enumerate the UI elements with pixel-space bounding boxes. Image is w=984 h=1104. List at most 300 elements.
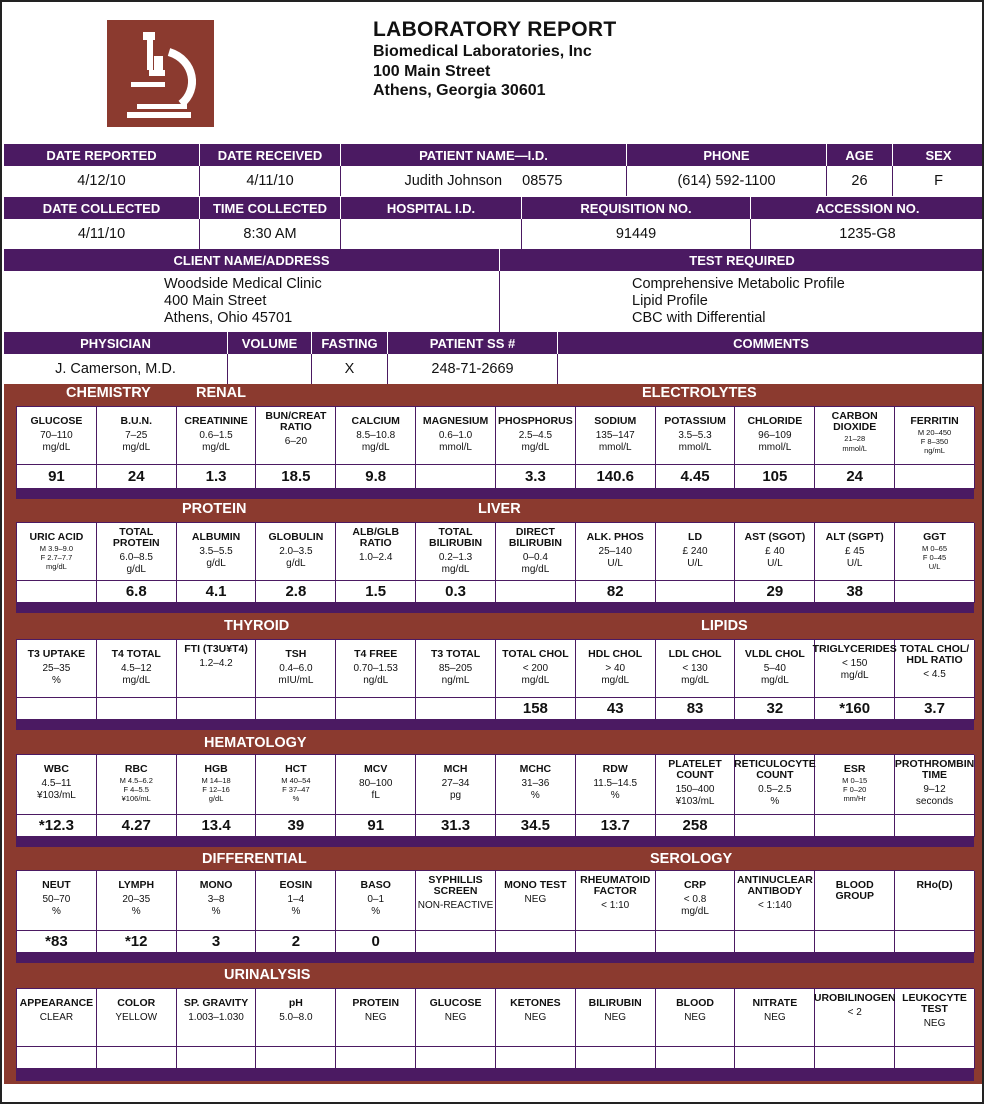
reference-range: 2.0–3.5 (279, 546, 313, 557)
unit: mg/dL (521, 675, 550, 686)
info-label: TEST REQUIRED (689, 252, 795, 268)
test-name: TOTAL PROTEIN (112, 526, 160, 549)
unit: % (610, 790, 620, 801)
test-grid (16, 639, 974, 730)
section-chemistry (4, 384, 984, 500)
unit: ¥103/mL (36, 790, 76, 801)
test-bun-creat-ratio (256, 407, 336, 465)
test-antinuclear-antibody (735, 871, 815, 931)
test-name: EOSIN (279, 879, 313, 891)
result-albumin: 4.1 (177, 581, 257, 603)
reference-range: < 2 (847, 1007, 862, 1018)
result-mchc: 34.5 (496, 815, 576, 837)
test-ph (256, 989, 336, 1047)
test-name: MCV (364, 763, 388, 775)
reference-range: 4.5–11 (41, 778, 72, 789)
reference-range: > 40 (605, 663, 626, 674)
unit: mg/dL (521, 564, 550, 575)
reference-range: 0.4–6.0 (279, 663, 313, 674)
report-title: LABORATORY REPORT (373, 18, 617, 41)
result-carbon-dioxide: 24 (815, 465, 895, 489)
test-name: B.U.N. (120, 415, 152, 427)
test-ketones (496, 989, 576, 1047)
test-name: RETICULOCYTE COUNT (734, 758, 816, 781)
reference-range: 85–205 (438, 663, 473, 674)
info-label: HOSPITAL I.D. (341, 197, 522, 219)
result-wbc: *12.3 (17, 815, 97, 837)
reference-range: 0.6–1.5 (199, 430, 233, 441)
hospital-id (341, 219, 522, 249)
test-required-line: CBC with Differential (632, 310, 766, 326)
company-city: Athens, Georgia 30601 (373, 82, 546, 99)
reference-range: 8.5–10.8 (356, 430, 396, 441)
info-label: DATE RECEIVED (200, 144, 341, 166)
test-name-row (17, 989, 974, 1047)
patient-sex: F (934, 173, 943, 189)
test-appearance (17, 989, 97, 1047)
test-name: LDL CHOL (668, 648, 722, 660)
test-required-line: Comprehensive Metabolic Profile (632, 276, 845, 292)
test-lymph (97, 871, 177, 931)
result-rheumatoid-factor (576, 931, 656, 953)
test-name: BLOOD GROUP (835, 879, 874, 902)
test-name: BUN/CREAT RATIO (265, 410, 327, 433)
test-result-row (17, 1047, 974, 1069)
test-name: TRIGLYCERIDES (812, 643, 897, 655)
test-ferritin (895, 407, 975, 465)
test-name: TOTAL CHOL (502, 648, 569, 660)
result-crp (656, 931, 736, 953)
result-ldl-chol: 83 (656, 698, 736, 720)
reference-range: 0.2–1.3 (438, 552, 473, 563)
time-collected: 8:30 AM (200, 219, 341, 249)
unit: g/dL (208, 794, 224, 803)
reference-range: 3.5–5.5 (199, 546, 233, 557)
result-globulin: 2.8 (256, 581, 336, 603)
reference-range: < 4.5 (923, 669, 946, 680)
requisition-no: 91449 (522, 219, 751, 249)
patient-ss: 248-71-2669 (388, 354, 558, 384)
result-hct: 39 (256, 815, 336, 837)
reference-range: M 0–65 F 0–45 (922, 544, 948, 562)
reference-range: 5–40 (763, 663, 786, 674)
test-required-line: Lipid Profile (632, 293, 708, 309)
test-name: POTASSIUM (664, 415, 726, 427)
date-collected: 4/11/10 (4, 219, 200, 249)
unit: fL (371, 790, 380, 801)
reference-range: 0.70–1.53 (353, 663, 398, 674)
reference-range: 0.5–2.5 (758, 784, 792, 795)
unit: mg/dL (760, 675, 789, 686)
test-name: NITRATE (752, 997, 798, 1009)
unit: mm/Hr (843, 794, 866, 803)
unit: mg/dL (202, 442, 230, 453)
test-total-protein (97, 523, 177, 581)
reference-range: CLEAR (39, 1012, 74, 1023)
result-sp-gravity (177, 1047, 257, 1069)
reference-range: £ 240 (682, 546, 708, 557)
result-syphillis-screen (416, 931, 496, 953)
reference-range: 5.0–8.0 (279, 1012, 313, 1023)
test-name: MAGNESIUM (422, 415, 489, 427)
test-urobilinogen (815, 989, 895, 1047)
result-direct-bilirubin (496, 581, 576, 603)
test-name: KETONES (510, 997, 561, 1009)
reference-range: < 1:10 (601, 900, 630, 911)
reference-range: 31–36 (521, 778, 550, 789)
reference-range: NON-REACTIVE (417, 900, 494, 911)
patient-name-id: Judith Johnson 08575 (341, 166, 627, 196)
test-t3-uptake (17, 640, 97, 698)
test-grid (16, 988, 974, 1081)
test-bilirubin (576, 989, 656, 1047)
reference-range: 25–35 (42, 663, 71, 674)
reference-range: 50–70 (42, 894, 71, 905)
test-carbon-dioxide (815, 407, 895, 465)
result-mono: 3 (177, 931, 257, 953)
reference-range: 3.5–5.3 (678, 430, 712, 441)
unit: U/L (928, 562, 941, 571)
company-street: 100 Main Street (373, 62, 491, 80)
test-grid (16, 754, 974, 847)
test-name: MONO (199, 879, 233, 891)
test-name: ESR (843, 763, 866, 775)
reference-range: 1.2–4.2 (199, 658, 233, 669)
section-footer-bar (17, 1069, 974, 1081)
unit: % (131, 906, 141, 917)
info-label: FASTING (312, 332, 388, 354)
result-platelet-count: 258 (656, 815, 736, 837)
reference-range: NEG (764, 1012, 786, 1023)
test-vldl-chol (735, 640, 815, 698)
test-grid (16, 870, 974, 963)
client-line: 400 Main Street (164, 293, 267, 309)
test-name: BILIRUBIN (588, 997, 642, 1009)
unit: g/dL (286, 558, 306, 569)
test-name-row (17, 407, 974, 465)
reference-range: YELLOW (115, 1012, 158, 1023)
tests-required (500, 271, 984, 332)
info-label: PHONE (627, 144, 827, 166)
test-t4-total (97, 640, 177, 698)
test-hdl-chol (576, 640, 656, 698)
test-t4-free (336, 640, 416, 698)
section-label-electrolytes: ELECTROLYTES (642, 385, 757, 401)
test-mono (177, 871, 257, 931)
unit: mmol/L (598, 442, 632, 453)
unit: mg/dL (42, 442, 71, 453)
test-magnesium (416, 407, 496, 465)
result-leukocyte-test (895, 1047, 975, 1069)
reference-range: < 1:140 (758, 900, 792, 911)
test-name: WBC (43, 763, 69, 775)
result-alt-sgpt: 38 (815, 581, 895, 603)
reference-range: 0.6–1.0 (438, 430, 473, 441)
info-label: PHYSICIAN (4, 332, 228, 354)
reference-range: M 4.5–6.2 F 4–5.5 (119, 776, 153, 794)
unit: ¥106/mL (121, 794, 151, 803)
reference-range: 20–35 (122, 894, 151, 905)
reference-range: 25–140 (598, 546, 632, 557)
unit: mmol/L (842, 443, 867, 453)
test-name: MONO TEST (504, 879, 567, 891)
result-vldl-chol: 32 (735, 698, 815, 720)
info-label: COMMENTS (733, 335, 809, 351)
test-name: COLOR (117, 997, 156, 1009)
reference-range: 135–147 (595, 430, 635, 441)
test-name: SP. GRAVITY (183, 997, 249, 1009)
result-protein (336, 1047, 416, 1069)
result-glucose: 91 (17, 465, 97, 489)
result-baso: 0 (336, 931, 416, 953)
section-label-chemistry: CHEMISTRY (66, 385, 151, 401)
reference-range: 1–4 (287, 894, 305, 905)
test-grid (16, 522, 974, 613)
unit: U/L (846, 558, 863, 569)
unit: mg/dL (521, 442, 550, 453)
result-prothrombin-time (895, 815, 975, 837)
result-blood (656, 1047, 736, 1069)
test-result-row (17, 465, 974, 489)
info-label: CLIENT NAME/ADDRESS (4, 249, 500, 271)
test-ld (656, 523, 736, 581)
result-hdl-chol: 43 (576, 698, 656, 720)
test-name: FERRITIN (910, 415, 959, 427)
test-name: PHOSPHORUS (498, 415, 573, 427)
section-label-protein: PROTEIN (182, 501, 247, 517)
test-name: GLOBULIN (268, 531, 324, 543)
unit: mmol/L (678, 442, 712, 453)
result-fti-t3u-t4 (177, 698, 257, 720)
reference-range: 2.5–4.5 (518, 430, 553, 441)
info-row-3 (4, 249, 984, 332)
unit: mg/dL (601, 675, 630, 686)
test-name: ANTINUCLEAR ANTIBODY (736, 874, 813, 897)
section-hematology (4, 734, 984, 850)
unit: mg/dL (681, 906, 709, 917)
result-b-u-n: 24 (97, 465, 177, 489)
test-name: TOTAL BILIRUBIN (429, 526, 483, 549)
reference-range: M 3.9–9.0 F 2.7–7.7 (39, 544, 74, 562)
section-footer-bar (17, 603, 974, 613)
test-mch (416, 755, 496, 815)
comments (558, 354, 984, 384)
reference-range: NEG (604, 1012, 627, 1023)
reference-range: < 150 (842, 658, 868, 669)
result-rdw: 13.7 (576, 815, 656, 837)
test-b-u-n (97, 407, 177, 465)
test-rdw (576, 755, 656, 815)
unit: mg/dL (45, 562, 67, 571)
result-total-chol-hdl-ratio: 3.7 (895, 698, 975, 720)
test-triglycerides (812, 640, 897, 698)
reference-range: 3–8 (207, 894, 225, 905)
unit: % (770, 796, 780, 807)
test-phosphorus (496, 407, 576, 465)
reference-range: < 200 (522, 663, 549, 674)
reference-range: NEG (364, 1012, 387, 1023)
test-ast-sgot (735, 523, 815, 581)
unit: mmol/L (758, 442, 792, 453)
result-t3-uptake (17, 698, 97, 720)
test-name: CRP (683, 879, 707, 891)
microscope-logo-icon (107, 20, 214, 127)
test-name: APPEARANCE (19, 997, 94, 1009)
accession-no: 1235-G8 (839, 226, 896, 242)
result-bilirubin (576, 1047, 656, 1069)
test-eosin (256, 871, 336, 931)
unit: mg/dL (122, 675, 151, 686)
result-chloride: 105 (735, 465, 815, 489)
result-total-bilirubin: 0.3 (416, 581, 496, 603)
reference-range: 6–20 (284, 436, 308, 447)
test-name: MCH (443, 763, 468, 775)
result-esr (815, 815, 895, 837)
result-t4-total (97, 698, 177, 720)
test-name: LD (688, 531, 703, 543)
reference-range: M 0–15 F 0–20 (842, 776, 868, 794)
test-name: ALB/GLB RATIO (352, 526, 400, 549)
unit: mg/dL (681, 675, 709, 686)
result-eosin: 2 (256, 931, 336, 953)
result-alk-phos: 82 (576, 581, 656, 603)
result-magnesium (416, 465, 496, 489)
result-lymph: *12 (97, 931, 177, 953)
section-thyroid (4, 617, 984, 734)
test-name: UROBILINOGEN (813, 992, 896, 1004)
result-antinuclear-antibody (735, 931, 815, 953)
reference-range: 70–110 (40, 430, 73, 441)
unit: U/L (687, 558, 703, 569)
test-total-chol-hdl-ratio (895, 640, 975, 698)
result-bun-creat-ratio: 18.5 (256, 465, 336, 489)
result-color (97, 1047, 177, 1069)
test-sodium (576, 407, 656, 465)
test-name: RBC (124, 763, 148, 775)
test-alt-sgpt (815, 523, 895, 581)
reference-range: 1.0–2.4 (359, 552, 393, 563)
test-calcium (336, 407, 416, 465)
result-ggt (895, 581, 975, 603)
result-mono-test (496, 931, 576, 953)
reference-range: < 0.8 (683, 894, 707, 905)
test-chloride (735, 407, 815, 465)
reference-range: M 40–54 F 37–47 (281, 776, 311, 794)
test-name: T3 TOTAL (430, 648, 481, 660)
test-baso (336, 871, 416, 931)
test-wbc (17, 755, 97, 815)
test-name: RHo(D) (916, 879, 953, 891)
test-name: PLATELET COUNT (668, 758, 722, 781)
result-alb-glb-ratio: 1.5 (336, 581, 416, 603)
reference-range: 6.0–8.5 (119, 552, 153, 563)
info-row-1 (4, 144, 984, 196)
test-name: MCHC (519, 763, 552, 775)
unit: ¥103/mL (675, 796, 715, 807)
test-total-chol (496, 640, 576, 698)
result-neut: *83 (17, 931, 97, 953)
fasting: X (312, 354, 388, 384)
info-label: PATIENT NAME—I.D. (341, 144, 627, 166)
unit: g/dL (126, 564, 146, 575)
test-name: CREATININE (184, 415, 248, 427)
test-prothrombin-time (895, 755, 975, 815)
test-hct (256, 755, 336, 815)
test-reticulocyte-count (735, 755, 815, 815)
company-name: Biomedical Laboratories, Inc (373, 43, 592, 60)
unit: ng/mL (441, 675, 470, 686)
unit: mg/dL (441, 564, 470, 575)
section-label-differential: DIFFERENTIAL (202, 851, 307, 867)
reference-range: 11.5–14.5 (593, 778, 638, 789)
section-label-renal: RENAL (196, 385, 246, 401)
test-leukocyte-test (895, 989, 975, 1047)
test-name: VLDL CHOL (744, 648, 805, 660)
result-t3-total (416, 698, 496, 720)
client-line: Woodside Medical Clinic (164, 276, 322, 292)
test-crp (656, 871, 736, 931)
section-footer-bar (17, 837, 974, 847)
test-alb-glb-ratio (336, 523, 416, 581)
test-name: ALK. PHOS (586, 531, 644, 543)
test-name: RDW (602, 763, 628, 775)
test-mono-test (496, 871, 576, 931)
section-footer-bar (17, 489, 974, 499)
date-reported: 4/12/10 (4, 166, 200, 196)
section-label-hematology: HEMATOLOGY (204, 735, 307, 751)
date-received: 4/11/10 (200, 166, 341, 196)
reference-range: £ 40 (765, 546, 785, 557)
unit: ng/dL (363, 675, 389, 686)
unit: mg/dL (122, 442, 151, 453)
reference-range: 0–0.4 (522, 552, 548, 563)
test-mchc (496, 755, 576, 815)
test-name: GGT (923, 531, 946, 543)
test-name: LEUKOCYTE TEST (902, 992, 967, 1015)
info-label: DATE COLLECTED (4, 197, 200, 219)
test-name: RHEUMATOID FACTOR (580, 874, 651, 897)
client-address (4, 271, 500, 332)
test-neut (17, 871, 97, 931)
test-tsh (256, 640, 336, 698)
unit: U/L (607, 558, 623, 569)
test-name: HGB (204, 763, 228, 775)
unit: pg (449, 790, 462, 801)
section-label-lipids: LIPIDS (701, 618, 748, 634)
test-name: T4 FREE (354, 648, 398, 660)
test-result-row (17, 931, 974, 953)
physician: J. Camerson, M.D. (4, 354, 228, 384)
reference-range: < 130 (682, 663, 708, 674)
result-ketones (496, 1047, 576, 1069)
reference-range: 7–25 (125, 430, 148, 441)
test-name: AST (SGOT) (744, 531, 806, 543)
unit: % (292, 794, 300, 803)
test-color (97, 989, 177, 1047)
result-phosphorus: 3.3 (496, 465, 576, 489)
unit: ng/mL (924, 446, 945, 455)
test-name: URIC ACID (29, 531, 84, 543)
test-name: pH (288, 997, 303, 1009)
unit: seconds (915, 796, 954, 807)
test-name: PROTEIN (352, 997, 400, 1009)
result-tsh (256, 698, 336, 720)
reference-range: NEG (923, 1018, 946, 1029)
section-label-liver: LIVER (478, 501, 521, 517)
reference-range: £ 45 (844, 546, 865, 557)
info-label: PATIENT SS # (388, 332, 558, 354)
test-name-row (17, 523, 974, 581)
